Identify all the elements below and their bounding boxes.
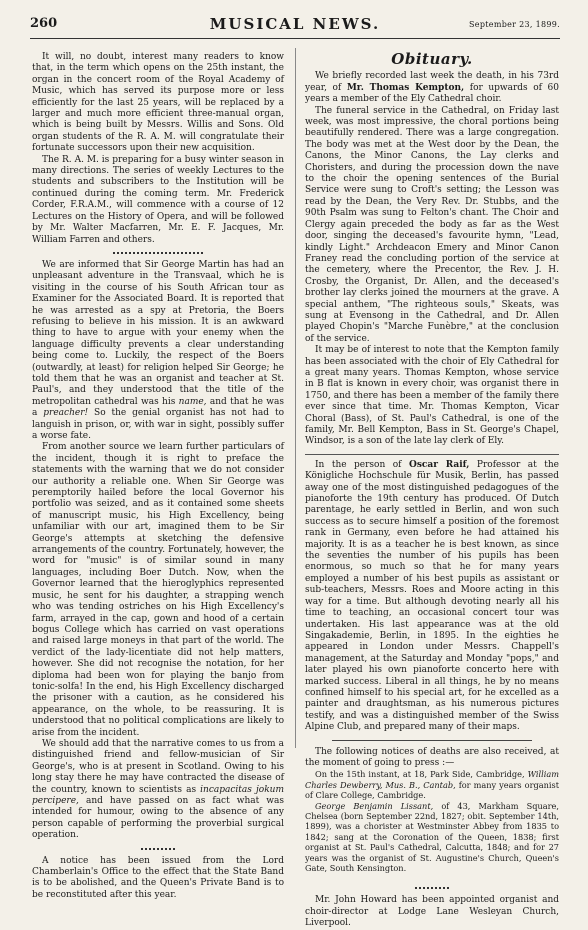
incident-details-paragraph: From another source we learn further particulars of the incident, though it is right to preface the statements with the warning that we do not consider our authority a reliable one. When Sir George was peremptorily hailed before the local Governor his portfolio was seized, and as it contained some sheets of manuscript music, his High Excellency, being unfamiliar with our art, imagined them to be Sir George's attempts at sketching the defensive arrangements of the country. Fortunately, however, the word for "music" is of similar sound in many languages, including Boer Dutch. Now, when the Governor learned that the hieroglyphics represented music, he sent for his daughter, a strapping wench who was tending ostriches on his High Excellency's farm, arrayed in the cap, gown and hood of a certain bogus College which has carried on vast operations and raised large moneys in that part of the world. The verdict of the lady-licentiate did not help matters, however. She did not recognise the notation, for her diploma had been won for playing the banjo from tonic-solfa! In the end, his High Excellency discharged the prisoner with a caution, as he considered his appearance, on the whole, to be reassuring. It is understood that no political complications are likely to arise from the incident. [32,442,284,738]
obituary-heading: Obituary. [391,50,473,68]
dewberry-notice: On the 15th instant, at 18, Park Side, Cambridge, William Charles Dewberry, Mus. B., Cantab, for many years organist of Clare College, Cambridge. [305,769,560,801]
section-separator [415,887,449,889]
section-separator [113,252,203,254]
lissant-notice: George Benjamin Lissant, of 43, Markham Square, Chelsea (born September 22nd, 1827; obit. September 14th, 1899), was a chorister at Westminster Abbey from 1835 to 1842; sang at the Coronation of the Queen, 1838; first organist at St. Paul's Cathedral, Calcutta, 1848; and for 27 years was the organist of St. Augustine's Church, Queen's Gate, South Kensington. [305,800,559,874]
page-number: 260 [30,16,58,31]
kempton-family-paragraph: It may be of interest to note that the Kempton family has been associated with the choir of Ely Cathedral for a great many years. Thomas Kempton, whose service in B flat is known in every choir, was organist there in 1750, and there has been a member of the family there ever since that time. Mr. Thomas Kempton, Vicar Choral (Bass), of St. Paul's Cathedral, is one of the family, Mr. Bell Kempton, Bass in St. George's Chapel, Windsor, is a son of the late lay clerk of Ely. [305,345,559,447]
page-header [30,12,560,38]
state-band-paragraph: A notice has been issued from the Lord Chamberlain's Office to the effect that the State Band is to be abolished, and the Queen's Private Band is to be reconstituted after this year. [32,855,284,900]
kempton-intro-paragraph: We briefly recorded last week the death, in his 73rd year, of Mr. Thomas Kempton, for upwards of 60 years a member of the Ely Cathedral choir. [305,71,559,105]
further-notices-paragraph: The following notices of deaths are also received, at the moment of going to press :— [305,746,559,768]
narrative-source-paragraph: We should add that the narrative comes to us from a distinguished friend and fellow-musician of Sir George's, who is at present in Scotland. Owing to his long stay there he may have contracted the disease of the country, known to scientists as incapacitas jokum percipere, and have passed on as fact what was intended for humour, owing to the absence of any person capable of performing the proverbial surgical operation. [32,738,284,841]
section-separator [332,740,532,741]
right-column [305,52,559,930]
ram-lectures-paragraph: The R. A. M. is preparing for a busy winter season in many directions. The series of weekly Lectures to the students and subscribers to the Institution will be continued during the coming term. Mr. Frederick Corder, F.R.A.M., will commence with a course of 12 Lectures on the History of Opera, and will be followed by Mr. Walter Macfarren, Mr. E. F. Jacques, Mr. William Farren and others. [32,154,284,245]
death-notices [305,769,559,873]
howard-appointment-paragraph: Mr. John Howard has been appointed organist and choir-director at Lodge Lane Wesleyan Church, Liverpool. [305,895,559,929]
raif-section [305,454,559,734]
martin-transvaal-paragraph: We are informed that Sir George Martin has had an unpleasant adventure in the Transvaal, which he is visiting in the course of his South African tour as Examiner for the Associated Board. It is reported that he was arrested as a spy at Pretoria, the Boers refusing to believe in his mission. It is an awkward thing to have to argue with your enemy when the language difficulty prevents a clear understanding being come to. Luckily, the respect of the Boers (outwardly, at least) for religion helped Sir George; he told them that he was an organist and teacher at St. Paul's, and they understood that the title of the metropolitan cathedral was his name, and that he was a preacher! So the genial organist has not had to languish in prison, or, with war in sight, possibly suffer a worse fate. [32,259,284,441]
kempton-funeral-paragraph: The funeral service in the Cathedral, on Friday last week, was most impressive, the choral portions being beautifully rendered. There was a large congregation. The body was met at the West door by the Dean, the Canons, the Minor Canons, the Lay clerks and Choristers, and during the procession down the nave to the choir the opening sentences of the Burial Service were sung to Croft's setting; the Lesson was read by the Dean, the Very Rev. Dr. Stubbs, and the 90th Psalm was sung to Felton's chant. The Choir and Clergy again preceded the body as far as the West door, singing the deceased's favourite hymn, "Lead, kindly Light." Archdeacon Emery and Minor Canon Franey read the concluding portion of the service at the cemetery, where the Precentor, the Rev. J. H. Crosby, the Organist, Dr. Allen, and the deceased's brother lay clerks joined the mourners at the grave. A special anthem, "The righteous souls," Skeats, was sung at Evensong in the Cathedral, and Dr. Allen played Chopin's "Marche Funèbre," at the conclusion of the service. [305,105,559,344]
raif-paragraph: In the person of Oscar Raif, Professor at the Königliche Hochschule für Musik, Berlin, has passed away one of the most distinguished pedagogues of the pianoforte the 19th century has produced. Of Dutch parentage, he early settled in Berlin, and won such success as to secure himself a position of the foremost rank in Germany, even before he had attained his majority. It is as a teacher he is best known, as since the seventies the number of his pupils has been enormous, so much so that he for many years employed a number of his best pupils as assistant or sub-teachers, Messrs. Roes and Moore acting in this way for a time. But although devoting nearly all his time to teaching, an occasional concert tour was undertaken. His last appearance was at the old Singakademie, Berlin, in 1895. In the eighties he appeared in London under Messrs. Chappell's management, at the Saturday and Monday "pops," and later played his own pianoforte concerto here with marked success. Liberal in all things, he by no means confined himself to his special art, for he excelled as a painter and draughtsman, as his numerous pictures testify, and was a distinguished member of the Swiss Alpine Club, and prepared many of their maps. [305,459,559,733]
publication-title: MUSICAL NEWS. [209,15,381,33]
column-rule [295,48,296,748]
left-column [32,52,284,901]
section-separator [141,848,175,850]
issue-date: September 23, 1899. [469,20,560,29]
header-rule [30,38,560,39]
ram-organ-paragraph: It will, no doubt, interest many readers to know that, in the term which opens on the 25th instant, the organ in the concert room of the Royal Academy of Music, which has served its purpose more or less efficiently for the last 25 years, will be replaced by a larger and much more efficient three-manual organ, which is being built by Messrs. Willis and Sons. Old organ students of the R. A. M. will congratulate their fortunate successors upon their new acquisition. [32,52,284,154]
